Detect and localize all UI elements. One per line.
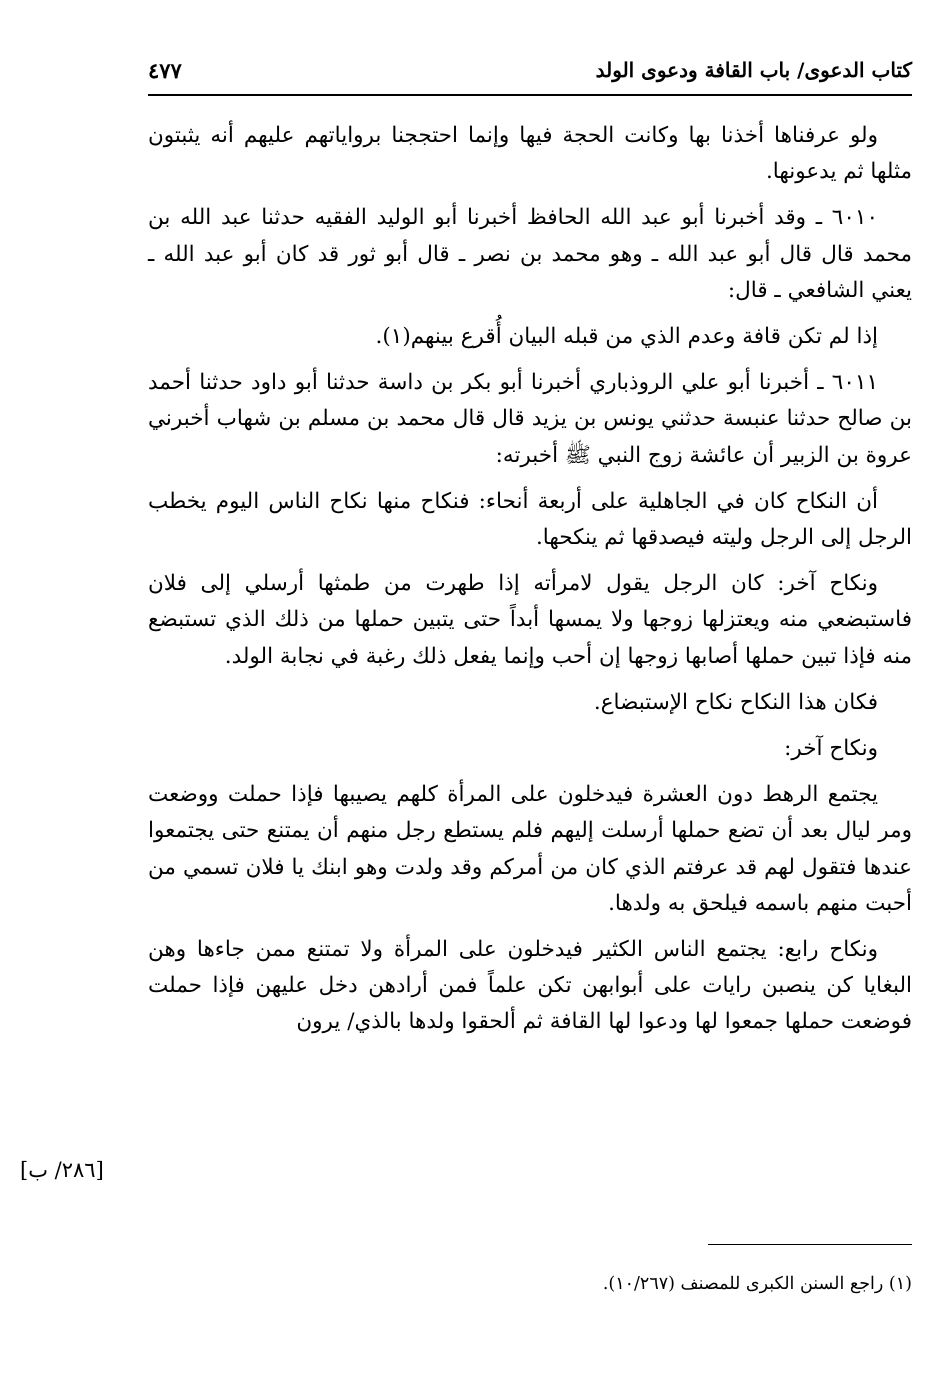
header-rule (148, 94, 912, 96)
paragraph-intro: ولو عرفناها أخذنا بها وكانت الحجة فيها وإنما احتججنا برواياتهم عليهم أنه يثبتون مثلها ثم يدعونها. (148, 123, 912, 185)
header-title: كتاب الدعوى/ باب القافة ودعوى الولد (595, 58, 912, 82)
main-text (148, 118, 912, 1051)
paragraph-shafii-saying: إذا لم تكن قافة وعدم الذي من قبله البيان أُقرع بينهم(١). (375, 324, 878, 350)
paragraph-fourth-marriage: ونكاح رابع: يجتمع الناس الكثير فيدخلون على المرأة ولا تمتنع ممن جاءها وهن البغايا كن ينصبن رايات على أبوابهن تكن علماً فمن أرادهن دخل عليهن فإذا حملت فوضعت حملها جمعوا لها ودعوا لها القافة ثم ألحقوا ولدها بالذي/ يرون (148, 937, 912, 1035)
footnote-rule (708, 1244, 912, 1245)
paragraph-third-marriage: يجتمع الرهط دون العشرة فيدخلون على المرأة كلهم يصيبها فإذا حملت ووضعت ومر ليال بعد أن تضع حملها أرسلت إليهم فلم يستطع رجل منهم أن يمتنع حتى يجتمعوا عندها فتقول لهم قد عرفتم الذي كان من أمركم وقد ولدت وهو ابنك يا فلان تسمي من أحبت منهم باسمه فيلحق به ولدها. (148, 782, 912, 916)
paragraph-second-marriage: ونكاح آخر: كان الرجل يقول لامرأته إذا طهرت من طمثها أرسلي إلى فلان فاستبضعي منه ويعتزلها زوجها ولا يمسها أبداً حتى يتبين حملها من ذلك الذي تستبضع منه فإذا تبين حملها أصابها زوجها إن أحب وإنما يفعل ذلك رغبة في نجابة الولد. (148, 571, 912, 669)
footnote: (١) راجع السنن الكبرى للمصنف (١٠/٢٦٧). (602, 1274, 912, 1294)
paragraph-hadith-6011: ٦٠١١ ـ أخبرنا أبو علي الروذباري أخبرنا أبو بكر بن داسة حدثنا أبو داود حدثنا أحمد بن صالح حدثنا عنبسة حدثني يونس بن يزيد قال قال محمد بن مسلم بن شهاب أخبرني عروة بن الزبير أن عائشة زوج النبي ﷺ أخبرته: (148, 370, 912, 468)
page-number: ٤٧٧ (148, 58, 182, 83)
running-header (148, 54, 912, 94)
paragraph-third-heading: ونكاح آخر: (784, 736, 878, 762)
paragraph-istibda: فكان هذا النكاح نكاح الإستبضاع. (593, 689, 878, 715)
paragraph-four-marriages: أن النكاح كان في الجاهلية على أربعة أنحاء: فنكاح منها نكاح الناس اليوم يخطب الرجل إلى الرجل وليته فيصدقها ثم ينكحها. (148, 488, 912, 551)
manuscript-margin-note: [٢٨٦/ ب] (20, 1158, 104, 1182)
paragraph-hadith-6010: ٦٠١٠ ـ وقد أخبرنا أبو عبد الله الحافظ أخبرنا أبو الوليد الفقيه حدثنا عبد الله بن محمد قال قال أبو عبد الله ـ وهو محمد بن نصر ـ قال أبو ثور قد كان أبو عبد الله ـ يعني الشافعي ـ قال: (148, 205, 912, 303)
